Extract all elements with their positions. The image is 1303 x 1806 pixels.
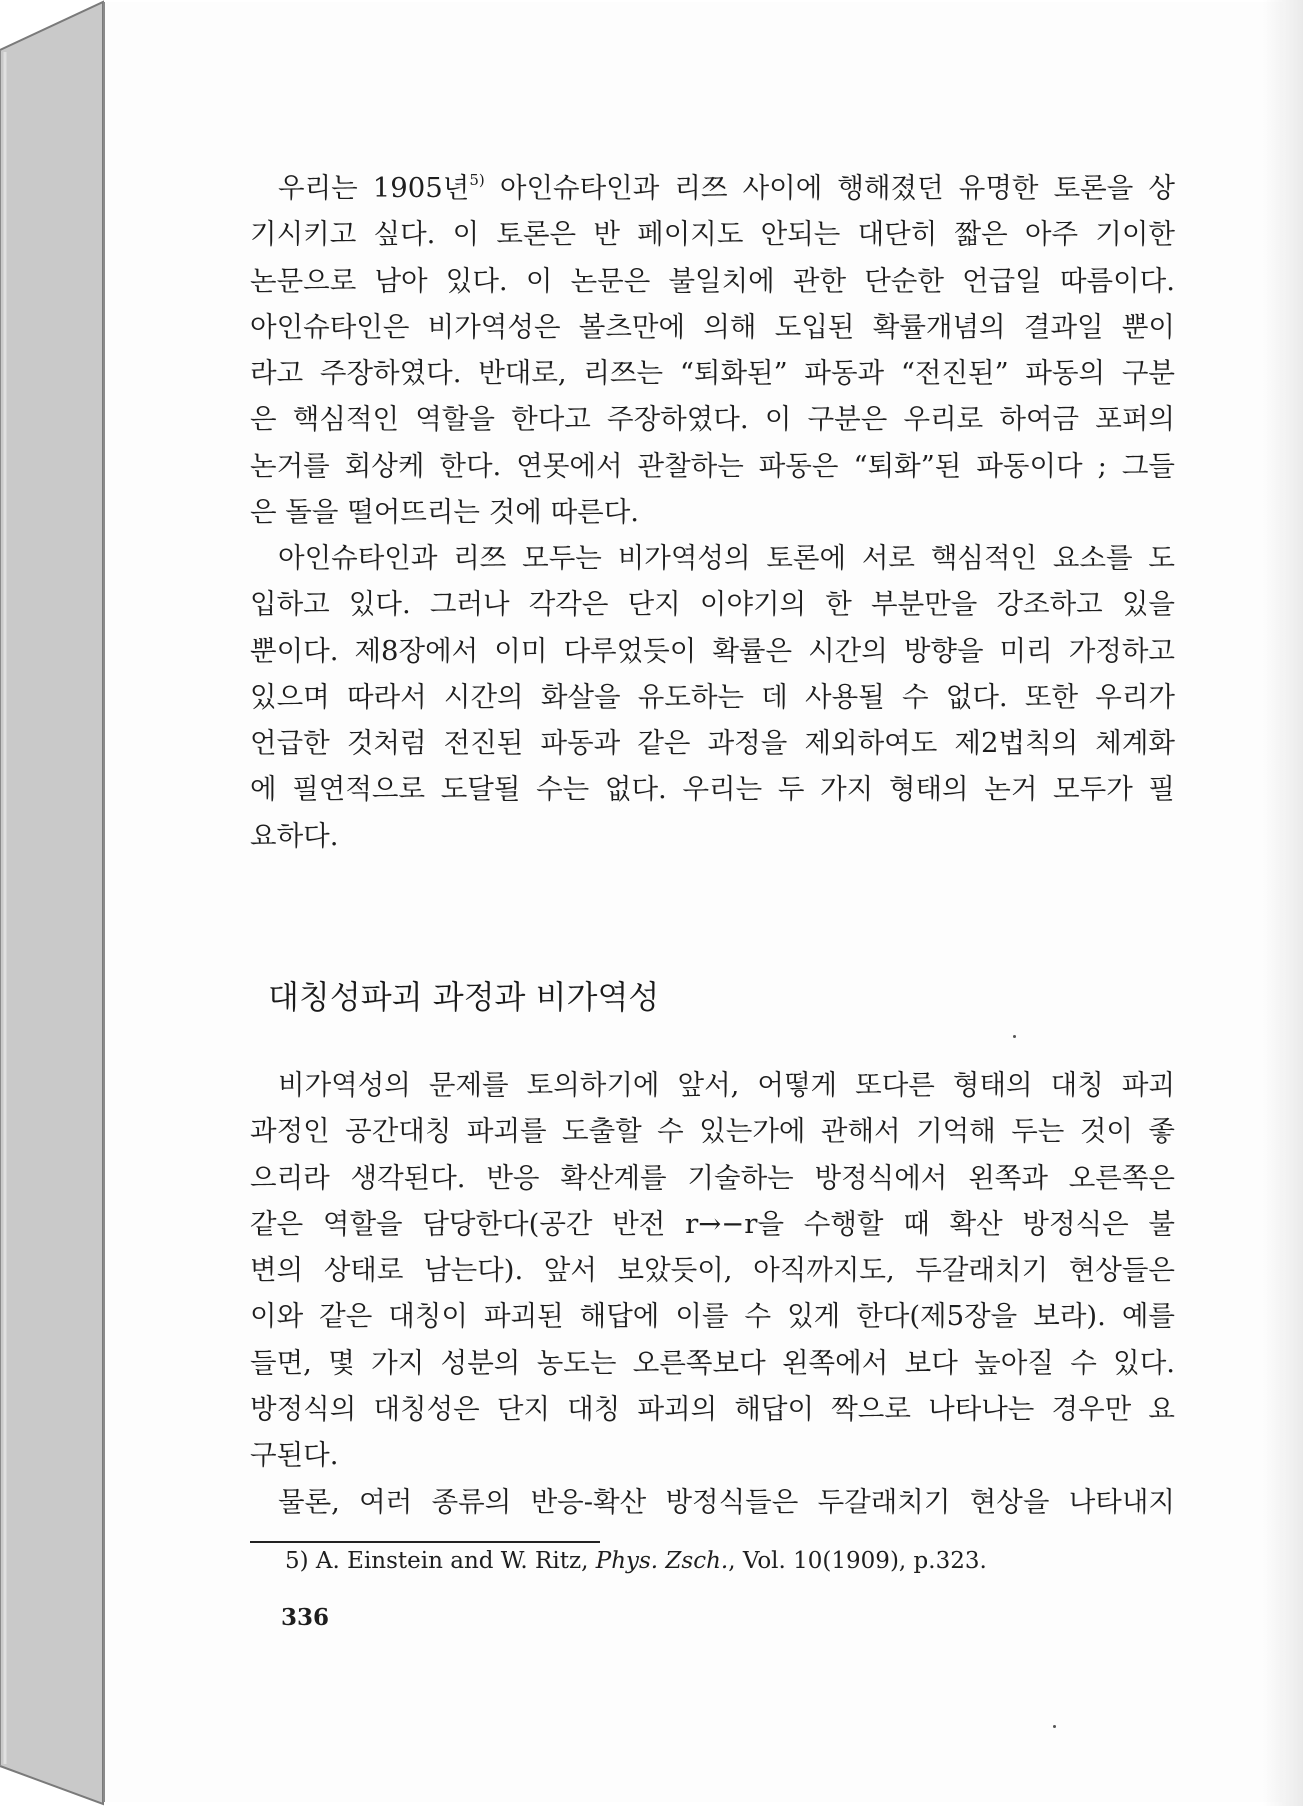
section-heading: 대칭성파괴 과정과 비가역성 <box>268 978 660 1016</box>
text-fragment: 우리는 1905년 <box>278 172 470 204</box>
text-line: 방정식의 대칭성은 단지 대칭 파괴의 해답이 짝으로 나타나는 경우만 요 <box>250 1393 1175 1426</box>
text-line: 같은 역할을 담당한다(공간 반전 r→−r을 수행할 때 확산 방정식은 불 <box>250 1207 1175 1240</box>
paragraph-3 <box>250 1062 1175 1479</box>
text-line: 은 돌을 떨어뜨리는 것에 따른다. <box>250 496 640 529</box>
text-line: 으리라 생각된다. 반응 확산계를 기술하는 방정식에서 왼쪽과 오른쪽은 <box>250 1161 1175 1194</box>
text-line: 에 필연적으로 도달될 수는 없다. 우리는 두 가지 형태의 논거 모두가 필 <box>250 773 1175 806</box>
text-line: 논거를 회상케 한다. 연못에서 관찰하는 파동은 “퇴화”된 파동이다 ; 그들 <box>250 449 1175 482</box>
scan-speck <box>1013 1035 1016 1038</box>
footnote <box>285 1548 987 1574</box>
footnote-journal: Phys. Zsch. <box>595 1548 729 1574</box>
footnote-marker: 5) <box>469 171 485 189</box>
footnote-authors: A. Einstein and W. Ritz, <box>315 1548 589 1574</box>
text-line: 이와 같은 대칭이 파괴된 해답에 이를 수 있게 한다(제5장을 보라). 예를 <box>250 1300 1175 1333</box>
text-line: 라고 주장하였다. 반대로, 리쯔는 “퇴화된” 파동과 “전진된” 파동의 구분 <box>250 357 1175 390</box>
text-line: 구된다. <box>250 1439 339 1472</box>
footnote-rest: , Vol. 10(1909), p.323. <box>728 1548 987 1574</box>
page-number: 336 <box>281 1604 330 1631</box>
text-line: 물론, 여러 종류의 반응-확산 방정식들은 두갈래치기 현상을 나타내지 <box>278 1486 1175 1518</box>
text-line: 언급한 것처럼 전진된 파동과 같은 과정을 제외하여도 제2법칙의 체계화 <box>250 727 1175 760</box>
text-line <box>250 165 1175 211</box>
paragraph-4 <box>250 1479 1175 1525</box>
text-line: 비가역성의 문제를 토의하기에 앞서, 어떻게 또다른 형태의 대칭 파괴 <box>278 1069 1175 1101</box>
text-line: 기시키고 싶다. 이 토론은 반 페이지도 안되는 대단히 짧은 아주 기이한 <box>250 218 1175 251</box>
text-line: 들면, 몇 가지 성분의 농도는 오른쪽보다 왼쪽에서 보다 높아질 수 있다. <box>250 1346 1175 1379</box>
text-line: 아인슈타인과 리쯔 모두는 비가역성의 토론에 서로 핵심적인 요소를 도 <box>278 542 1175 574</box>
paragraph-1 <box>250 165 1175 535</box>
footnote-rule <box>250 1541 600 1543</box>
footnote-number: 5) <box>285 1548 309 1574</box>
text-line: 있으며 따라서 시간의 화살을 유도하는 데 사용될 수 없다. 또한 우리가 <box>250 680 1175 713</box>
paragraph-2 <box>250 535 1175 859</box>
text-line: 입하고 있다. 그러나 각각은 단지 이야기의 한 부분만을 강조하고 있을 <box>250 588 1175 621</box>
text-fragment: 아인슈타인과 리쯔 사이에 행해졌던 유명한 토론을 상 <box>484 172 1175 204</box>
text-line: 변의 상태로 남는다). 앞서 보았듯이, 아직까지도, 두갈래치기 현상들은 <box>250 1254 1175 1287</box>
text-line: 논문으로 남아 있다. 이 논문은 불일치에 관한 단순한 언급일 따름이다. <box>250 264 1175 297</box>
text-line: 아인슈타인은 비가역성은 볼츠만에 의해 도입된 확률개념의 결과일 뿐이 <box>250 310 1175 343</box>
text-line: 은 핵심적인 역할을 한다고 주장하였다. 이 구분은 우리로 하여금 포퍼의 <box>250 403 1176 436</box>
text-line: 뿐이다. 제8장에서 이미 다루었듯이 확률은 시간의 방향을 미리 가정하고 <box>250 634 1175 667</box>
scan-speck <box>1053 1725 1056 1728</box>
text-line: 요하다. <box>250 819 339 852</box>
text-line: 과정인 공간대칭 파괴를 도출할 수 있는가에 관해서 기억해 두는 것이 좋 <box>250 1115 1175 1148</box>
page-shadow <box>1263 0 1303 1806</box>
